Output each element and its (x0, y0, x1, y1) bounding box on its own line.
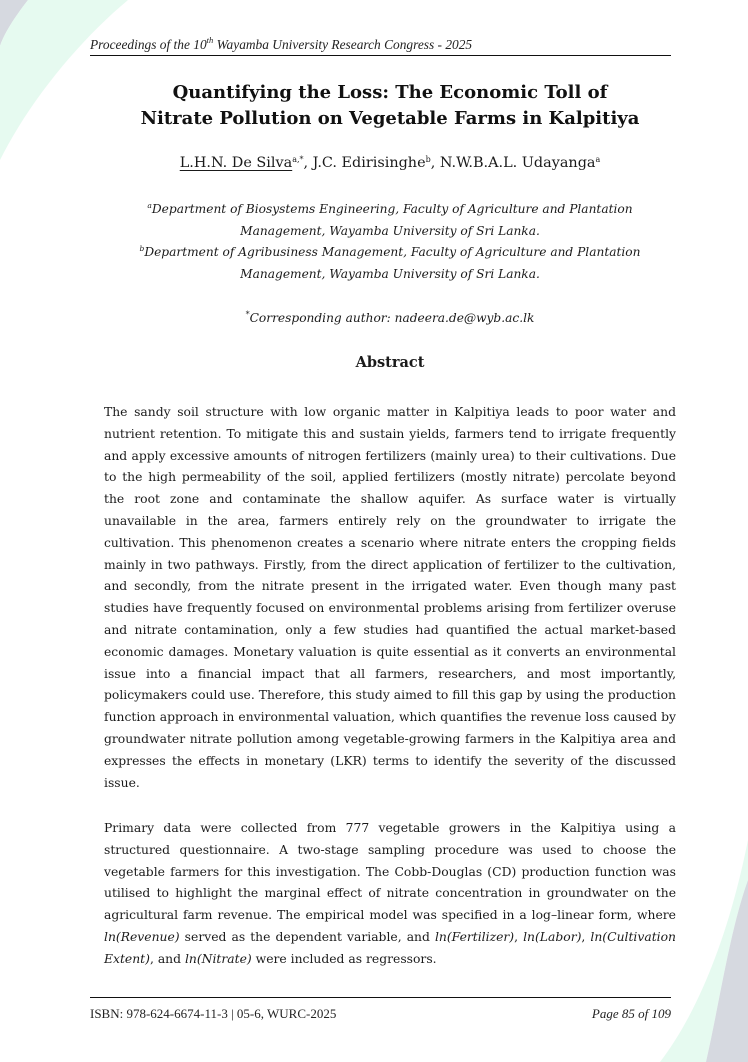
math-ln-labor: ln(Labor) (523, 929, 582, 944)
affiliation-line: Department of Biosystems Engineering, Faculty of Agriculture and Plantation (151, 202, 633, 216)
affiliation-marker: b (139, 244, 145, 253)
abstract-paragraph-1: The sandy soil structure with low organic matter in Kalpitiya leads to poor water and nutrient retention. To mitigate this and sustain yields, farmers tend to irrigate frequently and apply excessive amounts of nitrogen fertilizers (mainly urea) to their cultivations. Due to the high permeability of the soil, applied fertilizers (mostly nitrate) percolate beyond the root zone and contaminate the shallow aquifer. As surface water is virtually unavailable in the area, farmers entirely rely on the groundwater to irrigate the cultivation. This phenomenon creates a scenario where nitrate enters the cropping fields mainly in two pathways. Firstly, from the direct application of fertilizer to the cultivation, and secondly, from the nitrate present in the irrigated water. Even though many past studies have frequently focused on environmental problems arising from fertilizer overuse and nitrate contamination, only a few studies had quantified the actual market-based economic damages. Monetary valuation is quite essential as it converts an environmental issue into a financial impact that all farmers, researchers, and most importantly, policymakers could use. Therefore, this study aimed to fill this gap by using the production function approach in environmental valuation, which quantifies the revenue loss caused by groundwater nitrate pollution among vegetable-growing farmers in the Kalpitiya area and expresses the effects in monetary (LKR) terms to identify the severity of the discussed issue. (104, 405, 676, 790)
affiliations (90, 199, 690, 285)
affiliation-marker: a (147, 201, 152, 210)
footer-rule (90, 997, 671, 998)
affiliation-a-cont: Management, Wayamba University of Sri Lanka. (240, 223, 540, 238)
abstract-heading: Abstract (355, 354, 425, 371)
paragraph-text: Primary data were collected from 777 vegetable growers in the Kalpitiya using a structured questionnaire. A two-stage sampling procedure was used to choose the vegetable farmers for this investigation. The Cobb-Douglas (CD) production function was utilised to highlight the marginal effect of nitrate concentration in groundwater on the agricultural farm revenue. The empirical model was specified in a log–linear form, where (104, 821, 676, 923)
author-affiliation-marker: a (595, 155, 601, 164)
author-separator: , (430, 155, 440, 171)
author-name: N.W.B.A.L. Udayanga (439, 155, 596, 171)
author-name: L.H.N. De Silva (179, 155, 293, 171)
running-head (90, 37, 671, 56)
author-affiliation-marker: a,* (292, 155, 304, 164)
author-list (90, 153, 690, 173)
corresponding-author (90, 309, 690, 327)
corresponding-author-text: Corresponding author: nadeera.de@wyb.ac.lk (249, 311, 535, 325)
running-head-prefix: Proceedings of the 10 (90, 37, 207, 52)
author-name: J.C. Edirisinghe (312, 155, 426, 171)
math-ln-fertilizer: ln(Fertilizer) (434, 929, 515, 944)
affiliation-line: Department of Agribusiness Management, Faculty of Agriculture and Plantation (144, 245, 641, 259)
footer-page-number: Page 85 of 109 (591, 1006, 671, 1021)
title-line-1: Quantifying the Loss: The Economic Toll of (172, 82, 608, 103)
math-ln-nitrate: ln(Nitrate) (184, 951, 252, 966)
affiliation-b-cont: Management, Wayamba University of Sri Lanka. (240, 266, 540, 281)
author-affiliation-marker: b (425, 155, 431, 164)
math-ln-cultivation-extent: ln(Cultivation Extent) (104, 929, 676, 966)
paragraph-text: served as the dependent variable, and (179, 929, 435, 944)
author-separator: , (303, 155, 313, 171)
title-line-2: Nitrate Pollution on Vegetable Farms in Kalpitiya (140, 108, 640, 129)
running-head-suffix: Wayamba University Research Congress - 2025 (213, 37, 473, 52)
affiliation-b (90, 242, 690, 264)
paragraph-text: , and (149, 951, 185, 966)
paragraph-text: , (514, 929, 524, 944)
corresponding-marker: * (245, 310, 250, 319)
math-ln-revenue: ln(Revenue) (104, 929, 180, 944)
paragraph-text: , (581, 929, 591, 944)
abstract-paragraph-2 (104, 818, 676, 971)
paragraph-text: were included as regressors. (251, 951, 437, 966)
paper-title (90, 80, 690, 132)
running-head-superscript: th (206, 35, 214, 45)
footer-isbn: ISBN: 978-624-6674-11-3 | 05-6, WURC-2025 (90, 1006, 337, 1021)
affiliation-a (90, 199, 690, 221)
